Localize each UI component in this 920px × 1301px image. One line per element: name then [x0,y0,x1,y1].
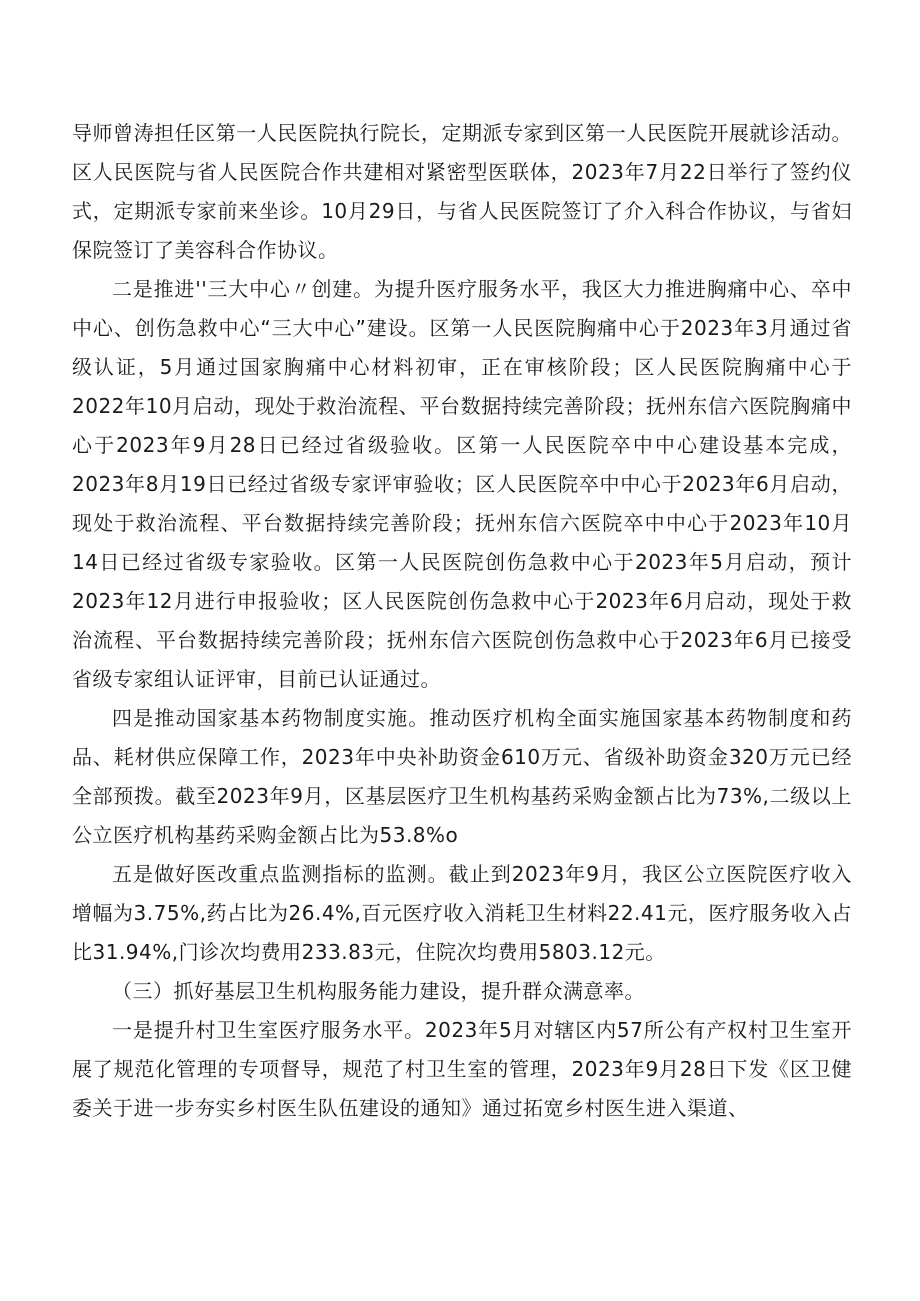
document-body [72,114,852,1128]
paragraph-continuation: 导师曾涛担任区第一人民医院执行院长，定期派专家到区第一人民医院开展就诊活动。区人民医院与省人民医院合作共建相对紧密型医联体，2023年7月22日举行了签约仪式，定期派专家前来坐诊。10月29日，与省人民医院签订了介入科合作协议，与省妇保院签订了美容科合作协议。 [72,121,852,262]
paragraph-essential-drugs: 四是推动国家基本药物制度实施。推动医疗机构全面实施国家基本药物制度和药品、耗材供应保障工作，2023年中央补助资金610万元、省级补助资金320万元已经全部预拨。截至2023年9月，区基层医疗卫生机构基药采购金额占比为73%,二级以上公立医疗机构基药采购金额占比为53.8%o [72,706,852,847]
paragraph-monitoring-indicators: 五是做好医改重点监测指标的监测。截止到2023年9月，我区公立医院医疗收入增幅为3.75%,药占比为26.4%,百元医疗收入消耗卫生材料22.41元，医疗服务收入占比31.94%,门诊次均费用233.83元，住院次均费用5803.12元。 [72,862,852,964]
paragraph-three-centers: 二是推进''三大中心〃创建。为提升医疗服务水平，我区大力推进胸痛中心、卒中中心、创伤急救中心“三大中心”建设。区第一人民医院胸痛中心于2023年3月通过省级认证，5月通过国家胸痛中心材料初审，正在审核阶段；区人民医院胸痛中心于2022年10月启动，现处于救治流程、平台数据持续完善阶段；抚州东信六医院胸痛中心于2023年9月28日已经过省级验收。区第一人民医院卒中中心建设基本完成，2023年8月19日已经过省级专家评审验收；区人民医院卒中中心于2023年6月启动，现处于救治流程、平台数据持续完善阶段；抚州东信六医院卒中中心于2023年10月14日已经过省级专家验收。区第一人民医院创伤急救中心于2023年5月启动，预计2023年12月进行申报验收；区人民医院创伤急救中心于2023年6月启动，现处于救治流程、平台数据持续完善阶段；抚州东信六医院创伤急救中心于2023年6月已接受省级专家组认证评审，目前已认证通过。 [72,277,852,691]
paragraph-village-clinics: 一是提升村卫生室医疗服务水平。2023年5月对辖区内57所公有产权村卫生室开展了规范化管理的专项督导，规范了村卫生室的管理，2023年9月28日下发《区卫健委关于进一步夯实乡村医生队伍建设的通知》通过拓宽乡村医生进入渠道、 [72,1018,852,1120]
section-heading: （三）抓好基层卫生机构服务能力建设，提升群众满意率。 [112,979,645,1003]
